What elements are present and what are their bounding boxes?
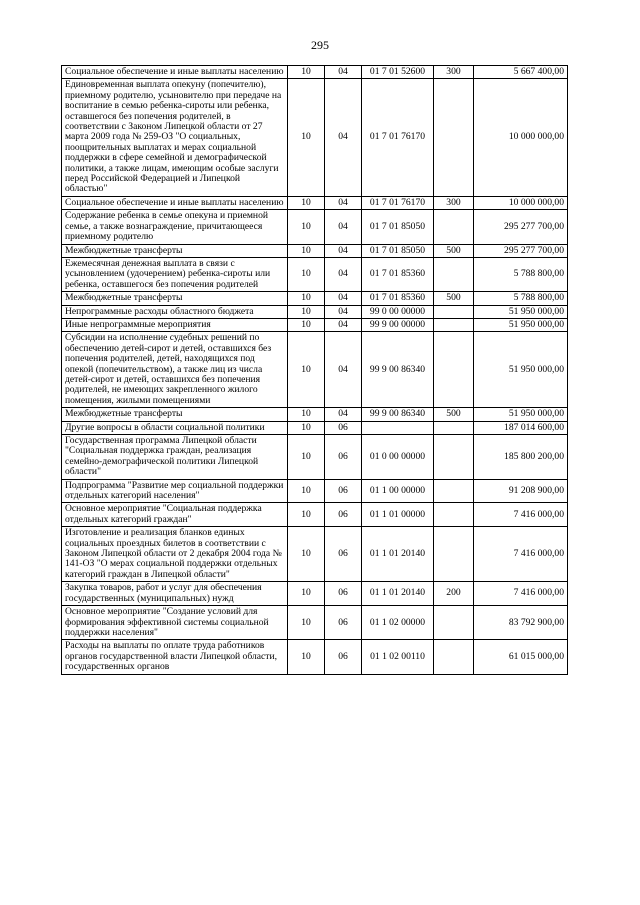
target-article-code: 01 7 01 76170 [362,79,434,196]
row-name: Ежемесячная денежная выплата в связи с усыновлением (удочерением) ребенка-сироты или ребенка, оставшегося без попечения родителей [62,257,288,291]
target-article-code: 01 7 01 85050 [362,244,434,257]
expense-type-code [434,479,474,503]
target-article-code: 01 0 00 00000 [362,435,434,480]
section-code: 10 [288,606,325,640]
row-name: Межбюджетные трансферты [62,408,288,421]
row-name: Изготовление и реализация бланков единых социальных проездных билетов в соответствии с Законом Липецкой области от 2 декабря 2004 года № 141-ОЗ "О мерах социальной поддержки отдельных категорий граждан в Липецкой области" [62,527,288,582]
section-code: 10 [288,503,325,527]
row-name: Основное мероприятие "Создание условий для формирования эффективной системы социальной поддержки населения" [62,606,288,640]
expense-type-code [434,640,474,674]
subsection-code: 06 [325,435,362,480]
subsection-code: 04 [325,210,362,244]
target-article-code: 99 0 00 00000 [362,305,434,318]
subsection-code: 06 [325,640,362,674]
amount: 187 014 600,00 [474,421,568,434]
expense-type-code: 300 [434,196,474,209]
target-article-code: 01 7 01 85050 [362,210,434,244]
amount: 61 015 000,00 [474,640,568,674]
expense-type-code [434,527,474,582]
expense-type-code [434,210,474,244]
table-row [62,210,568,244]
subsection-code: 06 [325,421,362,434]
subsection-code: 04 [325,292,362,305]
target-article-code: 99 9 00 86340 [362,332,434,408]
expense-type-code [434,503,474,527]
row-name: Межбюджетные трансферты [62,292,288,305]
row-name: Социальное обеспечение и иные выплаты населению [62,196,288,209]
expense-type-code [434,421,474,434]
table-row [62,435,568,480]
section-code: 10 [288,305,325,318]
table-row [62,640,568,674]
expense-type-code [434,435,474,480]
section-code: 10 [288,292,325,305]
amount: 83 792 900,00 [474,606,568,640]
subsection-code: 04 [325,408,362,421]
amount: 7 416 000,00 [474,527,568,582]
budget-table-body [62,66,568,675]
target-article-code [362,421,434,434]
subsection-code: 06 [325,606,362,640]
subsection-code: 04 [325,332,362,408]
subsection-code: 04 [325,318,362,331]
row-name: Межбюджетные трансферты [62,244,288,257]
section-code: 10 [288,479,325,503]
expense-type-code [434,305,474,318]
target-article-code: 01 1 02 00000 [362,606,434,640]
expense-type-code [434,606,474,640]
expense-type-code: 500 [434,292,474,305]
table-row [62,527,568,582]
table-row [62,257,568,291]
section-code: 10 [288,196,325,209]
row-name: Государственная программа Липецкой области "Социальная поддержка граждан, реализация семейно-демографической политики Липецкой области" [62,435,288,480]
target-article-code: 01 1 01 00000 [362,503,434,527]
target-article-code: 99 9 00 00000 [362,318,434,331]
target-article-code: 01 7 01 85360 [362,257,434,291]
amount: 295 277 700,00 [474,244,568,257]
target-article-code: 01 7 01 76170 [362,196,434,209]
section-code: 10 [288,210,325,244]
target-article-code: 01 1 01 20140 [362,582,434,606]
section-code: 10 [288,244,325,257]
amount: 7 416 000,00 [474,582,568,606]
section-code: 10 [288,582,325,606]
section-code: 10 [288,257,325,291]
table-row [62,292,568,305]
table-row [62,479,568,503]
table-row [62,503,568,527]
amount: 7 416 000,00 [474,503,568,527]
section-code: 10 [288,527,325,582]
page-number: 295 [311,38,329,52]
row-name: Содержание ребенка в семье опекуна и приемной семье, а также вознаграждение, причитающееся приемному родителю [62,210,288,244]
row-name: Субсидии на исполнение судебных решений по обеспечению детей-сирот и детей, оставшихся без попечения родителей, детей, находящихся под опекой (попечительством), а также лиц из числа детей-сирот и детей, оставшихся без попечения родителей, не имеющих закрепленного жилого помещения, жилыми помещениями [62,332,288,408]
amount: 5 788 800,00 [474,292,568,305]
row-name: Подпрограмма "Развитие мер социальной поддержки отдельных категорий населения" [62,479,288,503]
table-row [62,196,568,209]
amount: 51 950 000,00 [474,332,568,408]
expense-type-code: 200 [434,582,474,606]
subsection-code: 06 [325,582,362,606]
table-row [62,79,568,196]
subsection-code: 04 [325,257,362,291]
subsection-code: 04 [325,244,362,257]
section-code: 10 [288,435,325,480]
section-code: 10 [288,640,325,674]
row-name: Социальное обеспечение и иные выплаты населению [62,66,288,79]
amount: 91 208 900,00 [474,479,568,503]
row-name: Другие вопросы в области социальной политики [62,421,288,434]
table-row [62,582,568,606]
amount: 51 950 000,00 [474,408,568,421]
row-name: Расходы на выплаты по оплате труда работников органов государственной власти Липецкой области, государственных органов [62,640,288,674]
subsection-code: 04 [325,79,362,196]
budget-table [61,65,568,675]
row-name: Основное мероприятие "Социальная поддержка отдельных категорий граждан" [62,503,288,527]
row-name: Непрограммные расходы областного бюджета [62,305,288,318]
target-article-code: 01 7 01 85360 [362,292,434,305]
table-row [62,305,568,318]
target-article-code: 01 7 01 52600 [362,66,434,79]
row-name: Единовременная выплата опекуну (попечителю), приемному родителю, усыновителю при передаче на воспитание в семью ребенка-сироты или ребенка, оставшегося без попечения родителей, в соответствии с Законом Липецкой области от 27 марта 2009 года № 259-ОЗ "О социальных, поощрительных выплатах и мерах социальной поддержки в сфере семейной и демографической политики, а также лицам, имеющим особые заслуги перед Российской Федерацией и Липецкой областью" [62,79,288,196]
amount: 51 950 000,00 [474,318,568,331]
target-article-code: 01 1 00 00000 [362,479,434,503]
section-code: 10 [288,408,325,421]
expense-type-code: 300 [434,66,474,79]
row-name: Закупка товаров, работ и услуг для обеспечения государственных (муниципальных) нужд [62,582,288,606]
subsection-code: 06 [325,503,362,527]
subsection-code: 04 [325,66,362,79]
table-row [62,606,568,640]
table-row [62,332,568,408]
section-code: 10 [288,79,325,196]
amount: 5 788 800,00 [474,257,568,291]
section-code: 10 [288,421,325,434]
amount: 185 800 200,00 [474,435,568,480]
amount: 51 950 000,00 [474,305,568,318]
amount: 295 277 700,00 [474,210,568,244]
amount: 10 000 000,00 [474,196,568,209]
expense-type-code: 500 [434,408,474,421]
subsection-code: 04 [325,305,362,318]
expense-type-code [434,332,474,408]
amount: 10 000 000,00 [474,79,568,196]
table-row [62,318,568,331]
subsection-code: 06 [325,527,362,582]
expense-type-code [434,318,474,331]
target-article-code: 99 9 00 86340 [362,408,434,421]
table-row [62,421,568,434]
table-row [62,408,568,421]
expense-type-code [434,257,474,291]
section-code: 10 [288,332,325,408]
row-name: Иные непрограммные мероприятия [62,318,288,331]
subsection-code: 04 [325,196,362,209]
target-article-code: 01 1 02 00110 [362,640,434,674]
section-code: 10 [288,66,325,79]
expense-type-code: 500 [434,244,474,257]
amount: 5 667 400,00 [474,66,568,79]
table-row [62,244,568,257]
subsection-code: 06 [325,479,362,503]
section-code: 10 [288,318,325,331]
table-row [62,66,568,79]
target-article-code: 01 1 01 20140 [362,527,434,582]
expense-type-code [434,79,474,196]
